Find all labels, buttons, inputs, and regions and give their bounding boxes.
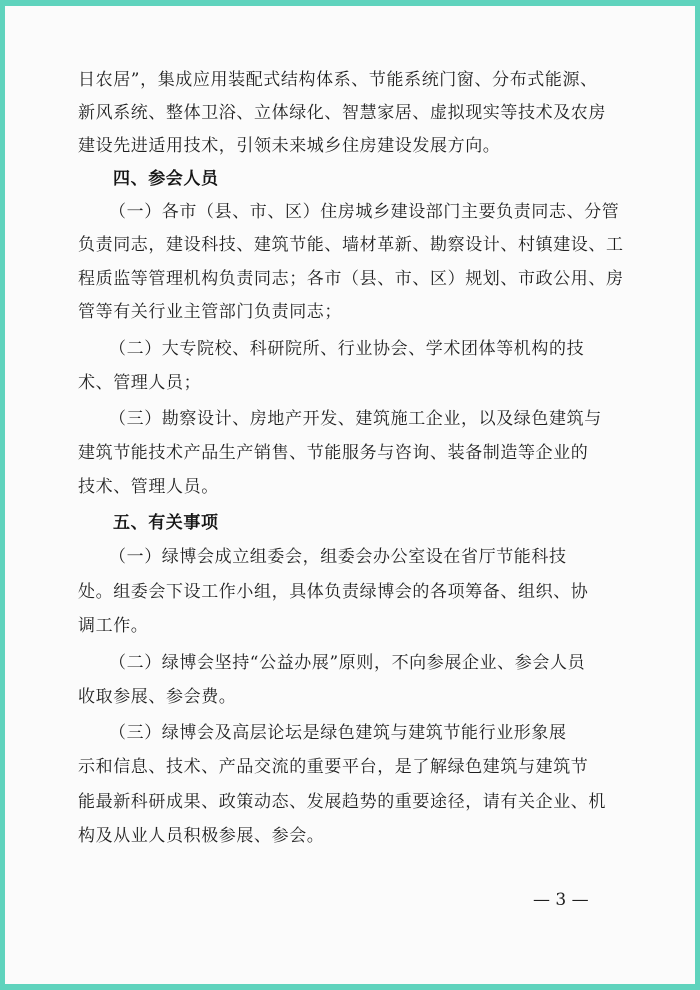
text-line: 示和信息、技术、产品交流的重要平台，是了解绿色建筑与建筑节 xyxy=(78,757,589,777)
text-line: 构及从业人员积极参展、参会。 xyxy=(78,826,325,846)
text-line: 处。组委会下设工作小组，具体负责绿博会的各项筹备、组织、协 xyxy=(78,582,589,602)
text-line: 能最新科研成果、政策动态、发展趋势的重要途径，请有关企业、机 xyxy=(78,792,606,812)
section-heading: 五、有关事项 xyxy=(113,513,219,533)
text-line: 建设先进适用技术，引领未来城乡住房建设发展方向。 xyxy=(78,136,501,156)
document-page xyxy=(5,6,695,984)
text-line: 收取参展、参会费。 xyxy=(78,687,237,707)
text-line: （一）各市（县、市、区）住房城乡建设部门主要负责同志、分管 xyxy=(109,202,620,222)
text-line: 程质监等管理机构负责同志；各市（县、市、区）规划、市政公用、房 xyxy=(78,269,624,289)
text-line: 调工作。 xyxy=(78,616,149,636)
text-line: （三）绿博会及高层论坛是绿色建筑与建筑节能行业形象展 xyxy=(109,723,567,743)
text-line: 日农居”，集成应用装配式结构体系、节能系统门窗、分布式能源、 xyxy=(78,70,598,90)
section-heading: 四、参会人员 xyxy=(113,169,219,189)
text-line: 技术、管理人员。 xyxy=(78,477,219,497)
text-line: （二）绿博会坚持“公益办展”原则，不向参展企业、参会人员 xyxy=(109,653,586,673)
text-line: 建筑节能技术产品生产销售、节能服务与咨询、装备制造等企业的 xyxy=(78,443,589,463)
text-line: （一）绿博会成立组委会，组委会办公室设在省厅节能科技 xyxy=(109,547,567,567)
text-line: （三）勘察设计、房地产开发、建筑施工企业，以及绿色建筑与 xyxy=(109,409,602,429)
text-line: 术、管理人员； xyxy=(78,373,202,393)
text-line: 新风系统、整体卫浴、立体绿化、智慧家居、虚拟现实等技术及农房 xyxy=(78,103,606,123)
text-line: 管等有关行业主管部门负责同志； xyxy=(78,302,342,322)
page-number: — 3 — xyxy=(533,890,589,910)
text-line: （二）大专院校、科研院所、行业协会、学术团体等机构的技 xyxy=(109,339,585,359)
text-line: 负责同志，建设科技、建筑节能、墙材革新、勘察设计、村镇建设、工 xyxy=(78,235,624,255)
